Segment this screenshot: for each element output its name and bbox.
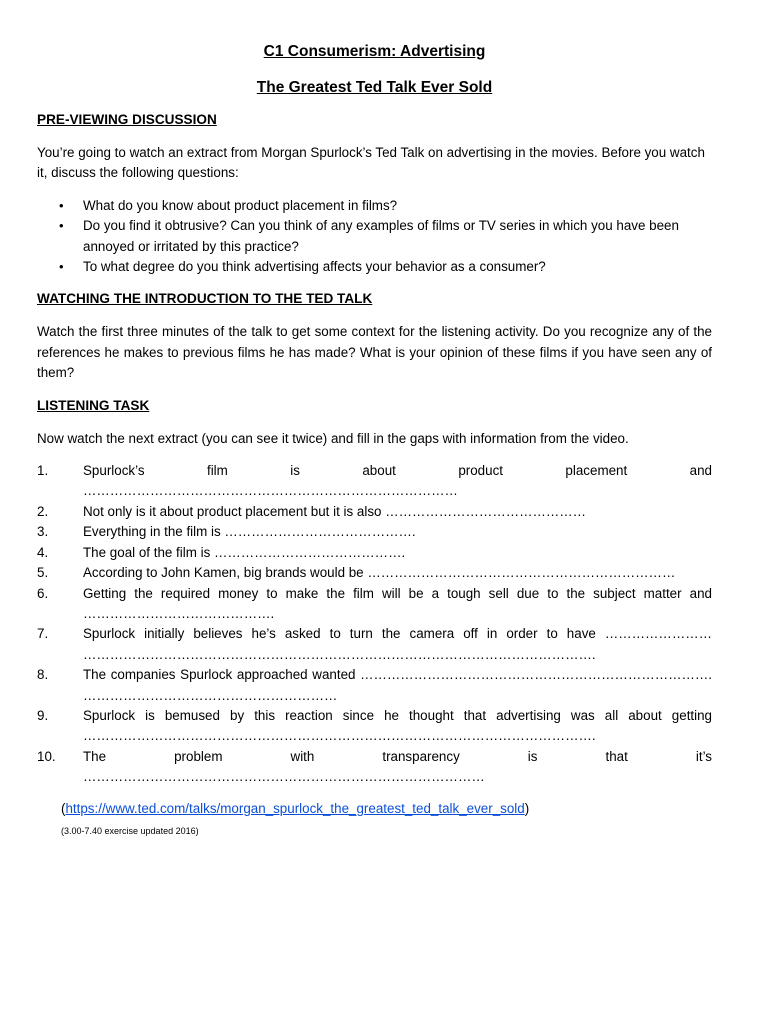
document-content <box>37 41 712 837</box>
list-item <box>37 706 712 747</box>
ted-link-line <box>61 799 712 819</box>
section-heading-listening: LISTENING TASK <box>37 397 150 413</box>
listening-intro: Now watch the next extract (you can see it twice) and fill in the gaps with information from the video. <box>37 430 629 446</box>
item-text: Getting the required money to make the film will be a tough sell due to the subject matter and ……………………………………. <box>83 585 712 621</box>
document-subtitle: The Greatest Ted Talk Ever Sold <box>256 79 493 96</box>
list-item <box>37 624 712 665</box>
section-heading-introduction: WATCHING THE INTRODUCTION TO THE TED TALK <box>37 291 373 307</box>
list-item <box>37 563 712 583</box>
item-number: 4. <box>37 544 49 560</box>
previewing-questions <box>37 196 712 278</box>
section-heading-previewing: PRE-VIEWING DISCUSSION <box>37 112 217 127</box>
list-item <box>37 257 712 277</box>
item-number: 2. <box>37 503 49 519</box>
item-number: 6. <box>37 585 49 601</box>
document-title: C1 Consumerism: Advertising <box>263 43 486 60</box>
list-item <box>37 522 712 542</box>
list-item <box>37 665 712 706</box>
link-open-paren: ( <box>61 800 66 816</box>
item-text: The goal of the film is ……………………………………. <box>83 544 406 560</box>
list-item <box>37 502 712 522</box>
item-text: Spurlock’s film is about product placement and ………………………………………………………………………… <box>83 463 712 499</box>
question-text: To what degree do you think advertising affects your behavior as a consumer? <box>83 259 546 275</box>
bullet-icon: • <box>59 259 64 275</box>
list-item <box>37 216 712 257</box>
link-close-paren: ) <box>524 800 530 816</box>
item-number: 1. <box>37 463 49 479</box>
item-text: According to John Kamen, big brands would be …………………………………………………………… <box>83 565 676 581</box>
list-item <box>37 461 712 502</box>
item-text: Spurlock is bemused by this reaction since he thought that advertising was all about getting ……………………………………………………………………………………………………. <box>83 707 712 744</box>
item-number: 10. <box>37 748 56 764</box>
item-number: 3. <box>37 524 49 540</box>
introduction-text: Watch the first three minutes of the talk to get some context for the listening activity. Do you recognize any of the references he makes to previous films he has made? What is your opinion of these films if you have seen any of them? <box>37 324 712 381</box>
list-item <box>37 584 712 625</box>
item-number: 7. <box>37 626 49 642</box>
bullet-icon: • <box>59 218 64 234</box>
item-text: Not only is it about product placement but it is also ……………………………………… <box>83 503 587 519</box>
question-text: Do you find it obtrusive? Can you think of any examples of films or TV series in which you have been annoyed or irritated by this practice? <box>83 218 679 254</box>
ted-talk-link[interactable]: https://www.ted.com/talks/morgan_spurlock_the_greatest_ted_talk_ever_sold <box>65 800 525 816</box>
list-item <box>37 747 712 788</box>
previewing-intro: You’re going to watch an extract from Morgan Spurlock’s Ted Talk on advertising in the movies. Before you watch it, discuss the following questions: <box>37 145 705 181</box>
list-item <box>37 543 712 563</box>
footnote: (3.00-7.40 exercise updated 2016) <box>61 825 199 836</box>
item-text: The problem with transparency is that it’s ……………………………………………………………………………… <box>83 748 712 785</box>
bullet-icon: • <box>59 197 64 213</box>
question-text: What do you know about product placement in films? <box>83 197 398 213</box>
item-number: 8. <box>37 667 49 683</box>
item-number: 9. <box>37 707 49 723</box>
item-text: Everything in the film is ……………………………………. <box>83 524 416 540</box>
item-number: 5. <box>37 565 49 581</box>
list-item <box>37 196 712 216</box>
item-text: The companies Spurlock approached wanted ……………………………………………………………………. ………………………………………………… <box>83 667 712 703</box>
item-text: Spurlock initially believes he’s asked to turn the camera off in order to have …………………… ……………………………………………………………………………………………………. <box>83 626 712 662</box>
gap-fill-list <box>37 461 712 788</box>
